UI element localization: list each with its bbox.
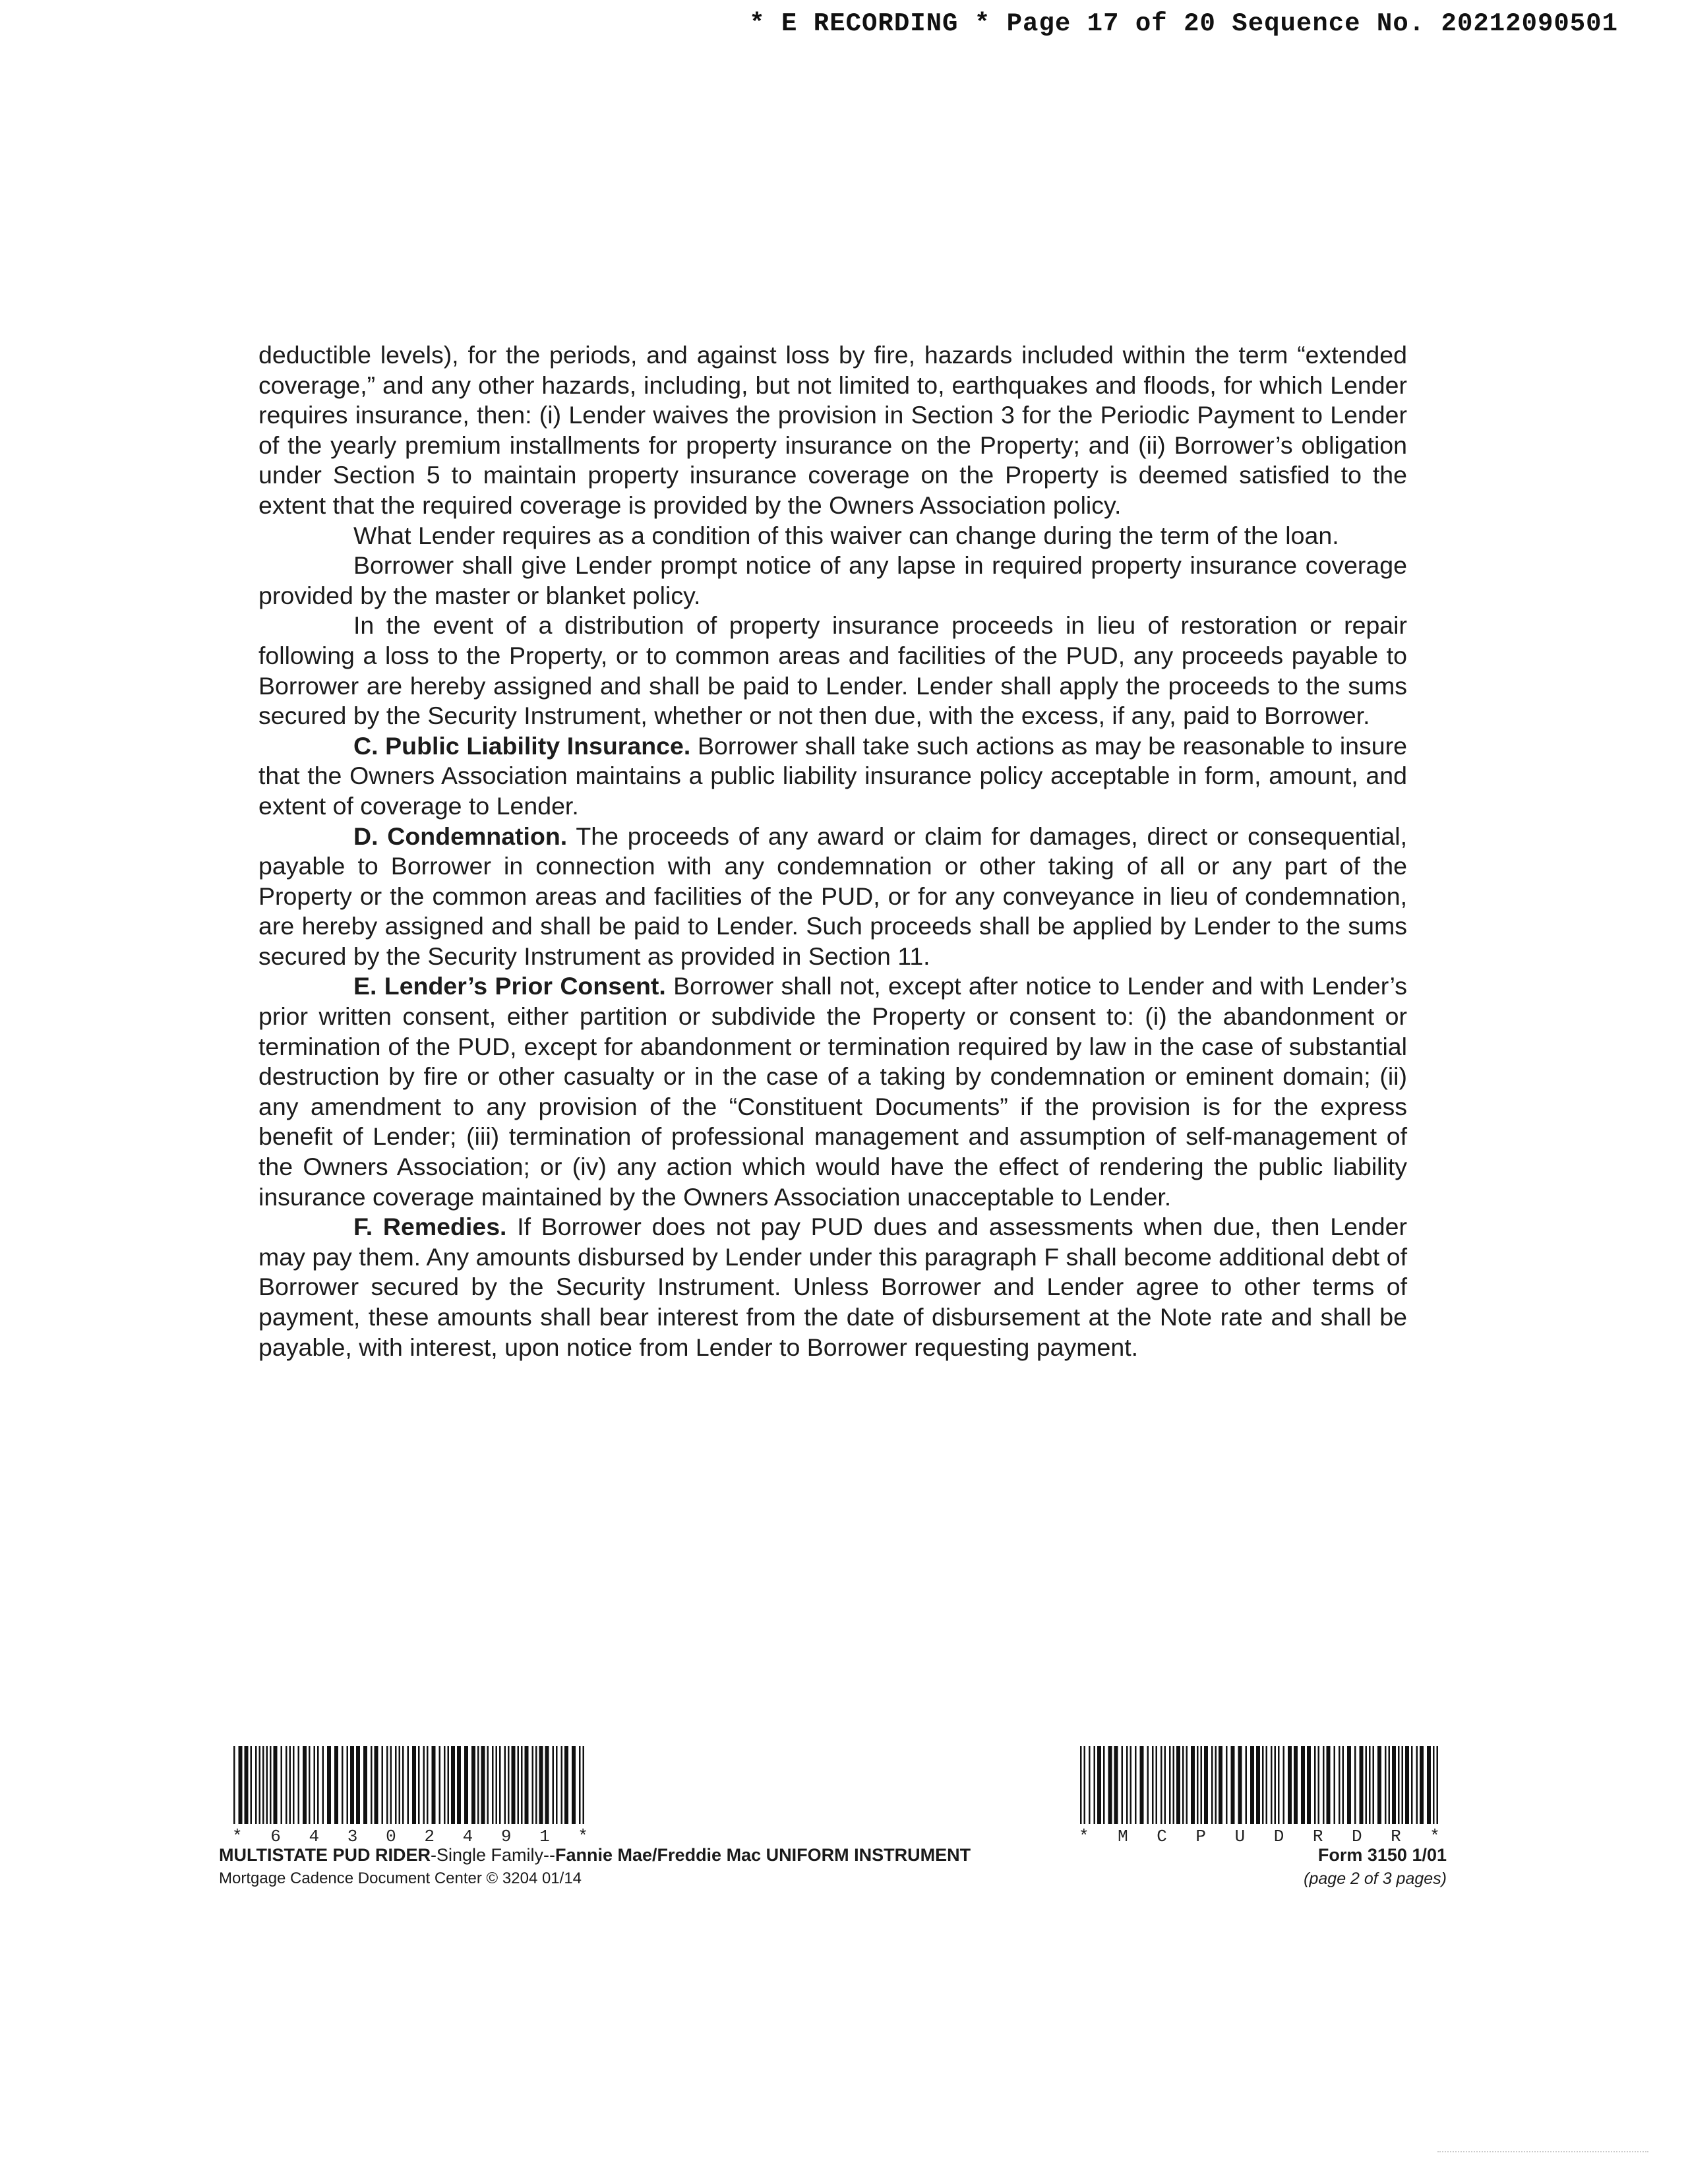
barcode-bar bbox=[371, 1746, 373, 1824]
barcode-bar bbox=[1360, 1746, 1364, 1824]
barcode-bar bbox=[1294, 1746, 1298, 1824]
barcode-bar bbox=[412, 1746, 416, 1824]
barcode-bar bbox=[518, 1746, 520, 1824]
barcode-bar bbox=[1215, 1746, 1217, 1824]
barcode-bar bbox=[1427, 1746, 1431, 1824]
barcode-bar bbox=[259, 1746, 261, 1824]
barcode-caption bbox=[1079, 1827, 1440, 1846]
barcode-char: 4 bbox=[462, 1827, 473, 1846]
barcode-bar bbox=[314, 1746, 316, 1824]
barcode-char: * bbox=[1079, 1827, 1089, 1846]
barcode-bar bbox=[375, 1746, 378, 1824]
barcode-bar bbox=[1173, 1746, 1175, 1824]
barcode-char: 9 bbox=[500, 1827, 512, 1846]
form-title-part: Fannie Mae/Freddie Mac UNIFORM INSTRUMENT bbox=[555, 1845, 971, 1865]
barcode-bar bbox=[399, 1746, 401, 1824]
barcode-bar bbox=[1369, 1746, 1371, 1824]
barcode-char: 6 bbox=[270, 1827, 281, 1846]
barcode-bar bbox=[535, 1746, 537, 1824]
barcode-bar bbox=[233, 1746, 235, 1824]
barcode-bar bbox=[545, 1746, 549, 1824]
scan-artifact-divider bbox=[1437, 2151, 1648, 2152]
barcode-bar bbox=[451, 1746, 455, 1824]
barcode-bar bbox=[1114, 1746, 1118, 1824]
barcode-bar bbox=[255, 1746, 257, 1824]
barcode-bar bbox=[423, 1746, 425, 1824]
barcode-char: 2 bbox=[424, 1827, 435, 1846]
barcode-bar bbox=[1342, 1746, 1344, 1824]
section-text: If Borrower does not pay PUD dues and assessments when due, then Lender may pay them. Any amounts disbursed by Lender under this paragraph F shall become additional debt of Borrower secured by the Security Instrument. Unless Borrower and Lender agree to other terms of payment, these amounts shall bear interest from the date of disbursement at the Note rate and shall be payable, with interest, upon notice from Lender to Borrower requesting payment. bbox=[258, 1213, 1407, 1361]
barcode-char: R bbox=[1391, 1827, 1401, 1846]
barcode-bar bbox=[471, 1746, 475, 1824]
barcode-char: 3 bbox=[347, 1827, 358, 1846]
section-prior-consent bbox=[258, 971, 1407, 1212]
barcode-bar bbox=[481, 1746, 485, 1824]
barcode-bar bbox=[1231, 1746, 1235, 1824]
barcode-bar bbox=[1354, 1746, 1356, 1824]
loan-number-barcode bbox=[232, 1746, 588, 1846]
section-public-liability bbox=[258, 731, 1407, 822]
barcode-char: 1 bbox=[539, 1827, 550, 1846]
barcode-bar bbox=[1385, 1746, 1387, 1824]
barcode-caption bbox=[232, 1827, 588, 1846]
barcode-bar bbox=[1160, 1746, 1162, 1824]
barcode-bar bbox=[1084, 1746, 1086, 1824]
barcode-char: C bbox=[1157, 1827, 1167, 1846]
paragraph-insurance-waiver: deductible levels), for the periods, and against loss by fire, hazards included within the term “extended coverage,” and any other hazards, including, but not limited to, earthquakes and floods, for which Lender requires insurance, then: (i) Lender waives the provision in Section 3 for the Periodic Payment to Lender of the yearly premium installments for property insurance on the Property; and (ii) Borrower’s obligation under Section 5 to maintain property insurance coverage on the Property is deemed satisfied to the extent that the required coverage is provided by the Owners Association policy. bbox=[258, 341, 1407, 519]
barcode-char: * bbox=[232, 1827, 243, 1846]
barcode-bar bbox=[1339, 1746, 1341, 1824]
barcode-bar bbox=[1266, 1746, 1268, 1824]
barcode-bar bbox=[1366, 1746, 1368, 1824]
barcode-bar bbox=[1103, 1746, 1105, 1824]
barcode-bars bbox=[232, 1746, 588, 1824]
barcode-bar bbox=[251, 1746, 253, 1824]
barcode-bar bbox=[1094, 1746, 1096, 1824]
barcode-bar bbox=[262, 1746, 264, 1824]
barcode-bar bbox=[1405, 1746, 1409, 1824]
barcode-bar bbox=[1262, 1746, 1264, 1824]
form-title-part: -Single Family-- bbox=[430, 1845, 556, 1865]
barcode-bar bbox=[448, 1746, 450, 1824]
barcode-bar bbox=[512, 1746, 516, 1824]
barcode-bar bbox=[1334, 1746, 1336, 1824]
form-title bbox=[219, 1845, 971, 1866]
barcode-bar bbox=[1197, 1746, 1199, 1824]
barcode-bar bbox=[1156, 1746, 1158, 1824]
recording-header: * E RECORDING * Page 17 of 20 Sequence No. 20212090501 bbox=[749, 9, 1618, 38]
section-text: Borrower shall not, except after notice to Lender and with Lender’s prior written consent, either partition or subdivide the Property or consent to: (i) the abandonment or termination of the PUD, except for abandonment or termination required by law in the case of substantial destruction by fire or other casualty or in the case of a taking by condemnation or eminent domain; (ii) any amendment to any provision of the “Constituent Documents” if the provision is for the express benefit of Lender; (iii) termination of professional management and assumption of self-management of the Owners Association; or (iv) any action which would have the effect of rendering the public liability insurance coverage maintained by the Owners Association unacceptable to Lender. bbox=[258, 972, 1407, 1211]
barcode-bar bbox=[1130, 1746, 1132, 1824]
barcode-bar bbox=[317, 1746, 319, 1824]
barcode-bar bbox=[583, 1746, 585, 1824]
barcode-bar bbox=[572, 1746, 576, 1824]
barcode-bar bbox=[1135, 1746, 1137, 1824]
barcode-bar bbox=[508, 1746, 510, 1824]
barcode-bar bbox=[402, 1746, 404, 1824]
barcode-bar bbox=[274, 1746, 278, 1824]
section-text: The proceeds of any award or claim for damages, direct or consequential, payable to Borrower in connection with any condemnation or other taking of all or any part of the Property or the common areas and facilities of the PUD, or for any conveyance in lieu of condemnation, are hereby assigned and shall be paid to Lender. Such proceeds shall be applied by Lender to the sums secured by the Security Instrument as provided in Section 11. bbox=[258, 822, 1407, 970]
barcode-bar bbox=[532, 1746, 534, 1824]
barcode-bar bbox=[561, 1746, 563, 1824]
barcode-bar bbox=[1226, 1746, 1228, 1824]
barcode-bar bbox=[1318, 1746, 1320, 1824]
form-number: Form 3150 1/01 bbox=[1317, 1845, 1447, 1865]
barcode-bar bbox=[553, 1746, 555, 1824]
section-remedies bbox=[258, 1212, 1407, 1362]
barcode-bar bbox=[492, 1746, 494, 1824]
section-heading: E. Lender’s Prior Consent. bbox=[353, 972, 666, 1000]
barcode-bar bbox=[382, 1746, 384, 1824]
barcode-bar bbox=[309, 1746, 311, 1824]
barcode-bar bbox=[477, 1746, 479, 1824]
barcode-char: P bbox=[1195, 1827, 1207, 1846]
section-heading: C. Public Liability Insurance. bbox=[353, 731, 691, 760]
barcode-bar bbox=[1201, 1746, 1203, 1824]
barcode-bar bbox=[556, 1746, 558, 1824]
barcode-bar bbox=[1182, 1746, 1184, 1824]
section-heading: D. Condemnation. bbox=[353, 822, 568, 850]
page-count: (page 2 of 3 pages) bbox=[1304, 1869, 1447, 1888]
barcode-bar bbox=[1307, 1746, 1311, 1824]
barcode-bar bbox=[1108, 1746, 1112, 1824]
barcode-bar bbox=[1314, 1746, 1316, 1824]
barcode-bar bbox=[347, 1746, 349, 1824]
barcode-char: * bbox=[578, 1827, 588, 1846]
barcode-bar bbox=[298, 1746, 300, 1824]
barcode-bar bbox=[1377, 1746, 1381, 1824]
barcode-char: D bbox=[1351, 1827, 1362, 1846]
section-heading: F. Remedies. bbox=[353, 1213, 507, 1241]
barcode-char: U bbox=[1234, 1827, 1246, 1846]
barcode-bar bbox=[1392, 1746, 1396, 1824]
barcode-bar bbox=[521, 1746, 523, 1824]
barcode-bar bbox=[289, 1746, 291, 1824]
barcode-bar bbox=[1327, 1746, 1331, 1824]
barcode-bar bbox=[439, 1746, 441, 1824]
section-condemnation bbox=[258, 822, 1407, 972]
barcode-bar bbox=[418, 1746, 420, 1824]
barcode-bar bbox=[1126, 1746, 1128, 1824]
form-code-barcode bbox=[1079, 1746, 1440, 1846]
barcode-bar bbox=[1420, 1746, 1424, 1824]
barcode-bar bbox=[464, 1746, 468, 1824]
barcode-bar bbox=[457, 1746, 461, 1824]
barcode-bar bbox=[327, 1746, 331, 1824]
barcode-bar bbox=[504, 1746, 506, 1824]
barcode-bar bbox=[1398, 1746, 1400, 1824]
barcode-bar bbox=[1191, 1746, 1195, 1824]
barcode-bar bbox=[266, 1746, 268, 1824]
barcode-bar bbox=[1416, 1746, 1418, 1824]
barcode-bar bbox=[1238, 1746, 1242, 1824]
barcode-bar bbox=[1169, 1746, 1171, 1824]
paragraph-waiver-change: What Lender requires as a condition of this waiver can change during the term of the loan. bbox=[353, 521, 1339, 549]
barcode-char: 4 bbox=[309, 1827, 320, 1846]
barcode-bar bbox=[1204, 1746, 1208, 1824]
barcode-bar bbox=[1080, 1746, 1082, 1824]
barcode-bar bbox=[1122, 1746, 1124, 1824]
barcode-bar bbox=[432, 1746, 436, 1824]
barcode-bar bbox=[1089, 1746, 1091, 1824]
barcode-bars bbox=[1079, 1746, 1440, 1824]
barcode-bar bbox=[245, 1746, 249, 1824]
barcode-bar bbox=[1186, 1746, 1188, 1824]
barcode-bar bbox=[1176, 1746, 1180, 1824]
barcode-bar bbox=[1373, 1746, 1375, 1824]
barcode-bar bbox=[1140, 1746, 1144, 1824]
document-center-line: Mortgage Cadence Document Center © 3204 01/14 bbox=[219, 1869, 582, 1887]
section-text: Borrower shall take such actions as may be reasonable to insure that the Owners Association maintains a public liability insurance policy acceptable in form, amount, and extent of coverage to Lender. bbox=[258, 731, 1407, 820]
barcode-bar bbox=[427, 1746, 429, 1824]
barcode-bar bbox=[386, 1746, 388, 1824]
barcode-bar bbox=[1219, 1746, 1222, 1824]
barcode-bar bbox=[342, 1746, 344, 1824]
barcode-bar bbox=[487, 1746, 489, 1824]
barcode-char: 0 bbox=[386, 1827, 396, 1846]
barcode-bar bbox=[1147, 1746, 1149, 1824]
barcode-bar bbox=[286, 1746, 287, 1824]
barcode-char: D bbox=[1273, 1827, 1284, 1846]
barcode-bar bbox=[564, 1746, 568, 1824]
barcode-bar bbox=[1437, 1746, 1439, 1824]
rider-body-text bbox=[258, 340, 1407, 1362]
barcode-bar bbox=[1278, 1746, 1280, 1824]
barcode-bar bbox=[1283, 1746, 1285, 1824]
barcode-char: * bbox=[1430, 1827, 1440, 1846]
form-title-part: MULTISTATE PUD RIDER bbox=[219, 1845, 431, 1865]
barcode-bar bbox=[496, 1746, 498, 1824]
barcode-char: R bbox=[1312, 1827, 1323, 1846]
paragraph-lapse-notice: Borrower shall give Lender prompt notice of any lapse in required property insurance coverage provided by the master or blanket policy. bbox=[258, 551, 1407, 609]
barcode-bar bbox=[322, 1746, 324, 1824]
barcode-bar bbox=[579, 1746, 581, 1824]
barcode-bar bbox=[1246, 1746, 1248, 1824]
barcode-bar bbox=[499, 1746, 501, 1824]
barcode-bar bbox=[1288, 1746, 1292, 1824]
barcode-bar bbox=[1301, 1746, 1305, 1824]
barcode-bar bbox=[334, 1746, 338, 1824]
barcode-bar bbox=[1097, 1746, 1101, 1824]
barcode-char: M bbox=[1118, 1827, 1128, 1846]
barcode-bar bbox=[281, 1746, 283, 1824]
barcode-bar bbox=[363, 1746, 367, 1824]
barcode-bar bbox=[444, 1746, 446, 1824]
barcode-bar bbox=[1271, 1746, 1273, 1824]
barcode-bar bbox=[525, 1746, 529, 1824]
barcode-bar bbox=[1347, 1746, 1351, 1824]
barcode-bar bbox=[270, 1746, 272, 1824]
barcode-bar bbox=[1275, 1746, 1277, 1824]
barcode-bar bbox=[407, 1746, 409, 1824]
barcode-bar bbox=[1402, 1746, 1404, 1824]
barcode-bar bbox=[293, 1746, 295, 1824]
barcode-bar bbox=[1411, 1746, 1413, 1824]
barcode-bar bbox=[1152, 1746, 1154, 1824]
form-footer-left bbox=[219, 1845, 971, 1888]
barcode-bar bbox=[1389, 1746, 1391, 1824]
barcode-bar bbox=[395, 1746, 397, 1824]
barcode-bar bbox=[539, 1746, 543, 1824]
barcode-bar bbox=[303, 1746, 307, 1824]
form-footer-right bbox=[1304, 1845, 1447, 1889]
barcode-bar bbox=[239, 1746, 243, 1824]
barcode-bar bbox=[1211, 1746, 1213, 1824]
barcode-bar bbox=[1256, 1746, 1260, 1824]
barcode-bar bbox=[1323, 1746, 1325, 1824]
paragraph-insurance-proceeds: In the event of a distribution of property insurance proceeds in lieu of restoration or repair following a loss to the Property, or to common areas and facilities of the PUD, any proceeds payable to Borrower are hereby assigned and shall be paid to Lender. Lender shall apply the proceeds to the sums secured by the Security Instrument, whether or not then due, with the excess, if any, paid to Borrower. bbox=[258, 611, 1407, 730]
barcode-bar bbox=[356, 1746, 360, 1824]
barcode-bar bbox=[350, 1746, 354, 1824]
barcode-bar bbox=[390, 1746, 392, 1824]
barcode-bar bbox=[1250, 1746, 1254, 1824]
barcode-bar bbox=[1164, 1746, 1166, 1824]
barcode-bar bbox=[1433, 1746, 1435, 1824]
